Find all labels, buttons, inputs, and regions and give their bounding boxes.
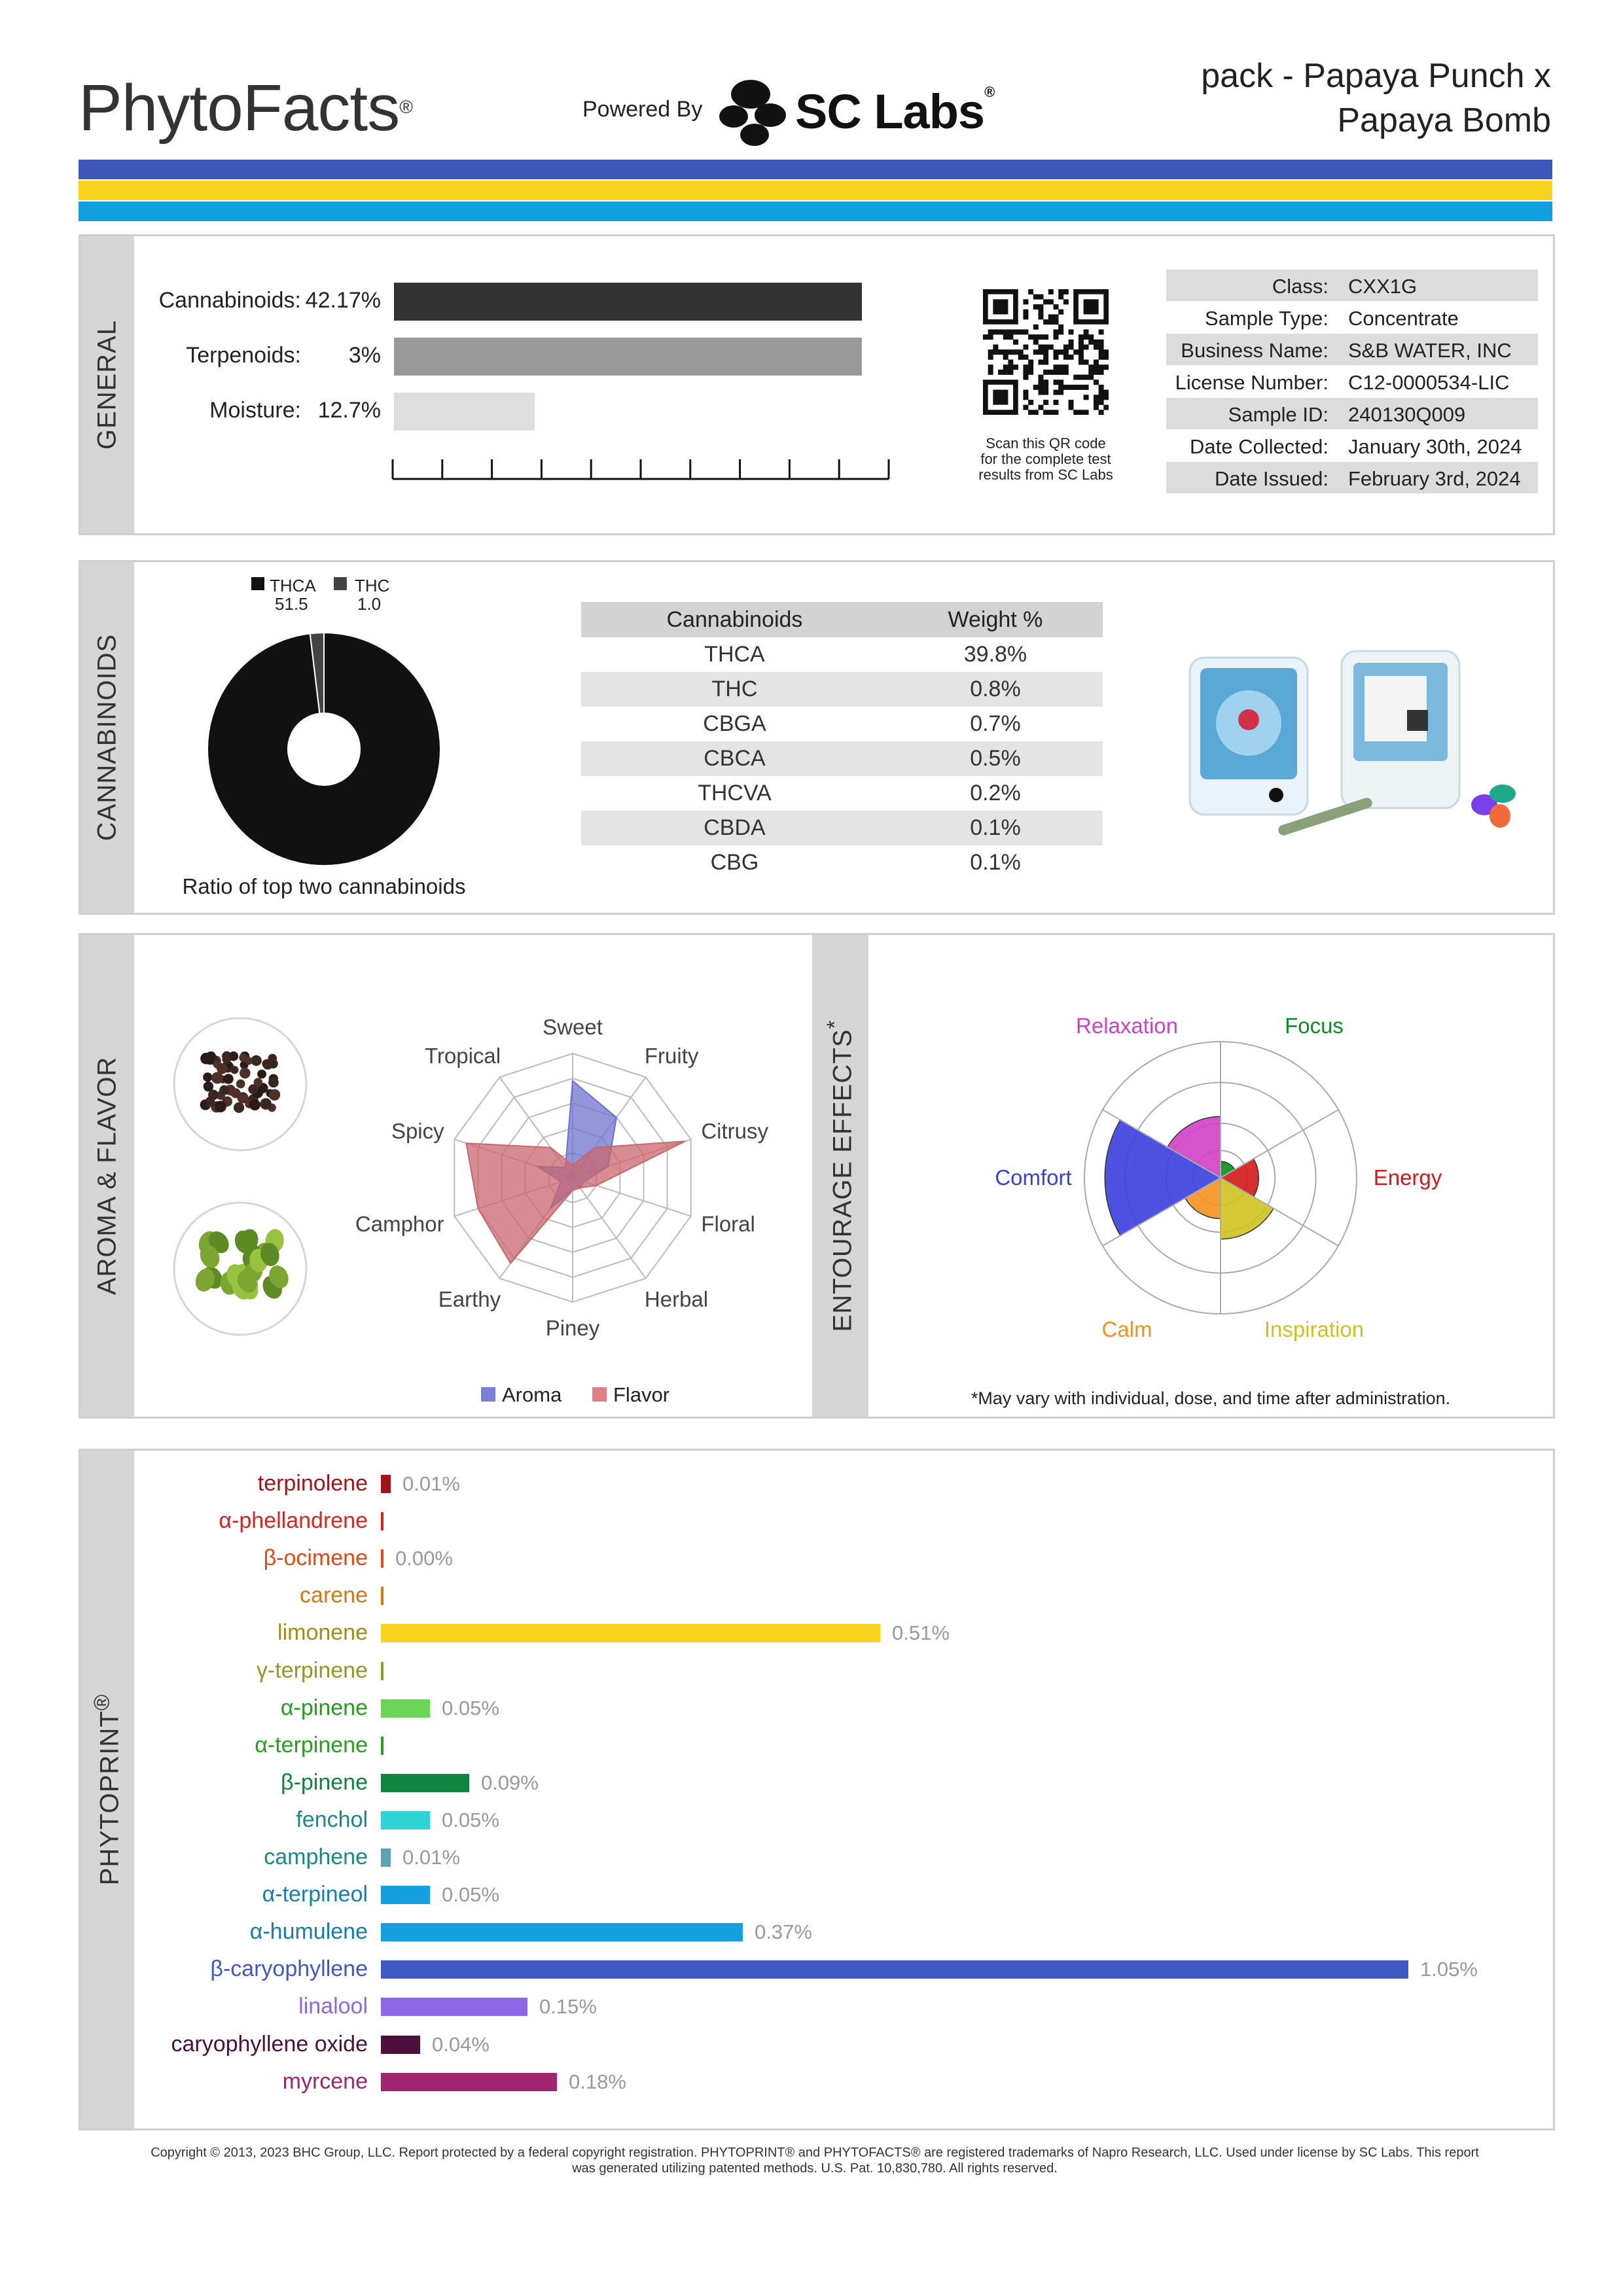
info-key: Date Collected: <box>1190 435 1329 458</box>
aroma-sidebar <box>80 935 134 1417</box>
terpene-label: β-pinene <box>281 1769 368 1795</box>
entourage-note: *May vary with individual, dose, and time after administration. <box>971 1388 1451 1408</box>
terpene-bar <box>381 1587 383 1605</box>
cannabinoid-name: THC <box>581 672 888 707</box>
info-value: S&B WATER, INC <box>1348 339 1512 362</box>
info-value: 240130Q009 <box>1348 403 1466 426</box>
terpene-label: camphene <box>264 1845 368 1869</box>
bar-label-1: Terpenoids: <box>186 343 301 368</box>
radar-axis-label: Sweet <box>543 1015 603 1039</box>
terpene-label: carene <box>300 1583 368 1608</box>
terpene-label: linalool <box>298 1994 368 2019</box>
product-name-line1: pack - Papaya Punch x <box>1201 57 1551 95</box>
cannabinoid-weight: 0.8% <box>888 672 1103 707</box>
entourage-effects-chart <box>890 981 1544 1348</box>
terpene-value: 0.01% <box>402 1846 460 1869</box>
terpene-value: 0.15% <box>539 1995 597 2019</box>
cannabinoid-weight: 0.5% <box>888 741 1103 776</box>
radar-axis-label: Fruity <box>644 1043 699 1068</box>
info-key: Date Issued: <box>1214 467 1329 490</box>
general-sidebar <box>80 236 134 533</box>
terpene-bar <box>381 1998 527 2016</box>
footer-line2: was generated utilizing patented methods. U.S. Pat. 10,830,780. All rights reserved. <box>572 2161 1058 2176</box>
terpene-bar <box>381 1848 391 1867</box>
phytoprint-label-text: PHYTOPRINT <box>95 1710 124 1886</box>
radar-axis-label: Piney <box>545 1316 600 1340</box>
terpene-bar <box>381 1699 430 1718</box>
table-row <box>581 845 1103 880</box>
info-value: January 30th, 2024 <box>1348 435 1522 458</box>
entourage-label-mark: * <box>823 1019 847 1029</box>
terpene-bar <box>381 2073 557 2091</box>
footer-line1: Copyright © 2013, 2023 BHC Group, LLC. Report protected by a federal copyright registration. PHYTOPRINT® and PHYTOFACTS® are registered trademarks of Napro Research, LLC. Used under license by SC Labs. This report <box>151 2146 1479 2160</box>
stripe-yellow <box>79 181 1552 200</box>
qr-caption <box>949 436 1143 483</box>
powered-by-text: Powered By <box>582 97 703 122</box>
brand-name: PhytoFacts <box>79 71 400 145</box>
aroma-radar-chart <box>327 981 798 1354</box>
table-row <box>581 637 1103 672</box>
radar-axis-label: Floral <box>701 1212 755 1237</box>
effect-label-calm: Calm <box>1101 1317 1152 1342</box>
legend-label-thc: THC <box>355 576 390 595</box>
table-row <box>581 776 1103 811</box>
terpene-value: 0.05% <box>442 1808 499 1831</box>
cannabinoids-label: CANNABINOIDS <box>92 633 122 841</box>
entourage-label <box>823 1020 857 1332</box>
terpene-label: α-terpineol <box>262 1882 368 1907</box>
terpene-label: fenchol <box>296 1807 368 1832</box>
ratio-donut-chart <box>203 628 445 870</box>
general-label: GENERAL <box>92 319 122 450</box>
terpene-value: 1.05% <box>1420 1958 1478 1981</box>
terpene-label: γ-terpinene <box>256 1657 368 1683</box>
radar-axis-label: Camphor <box>355 1212 444 1237</box>
info-row <box>1166 366 1538 397</box>
info-key: License Number: <box>1175 371 1329 394</box>
terpene-label: caryophyllene oxide <box>171 2031 368 2057</box>
table-row <box>581 707 1103 741</box>
terpene-label: terpinolene <box>257 1471 368 1496</box>
info-key: Sample ID: <box>1228 403 1329 426</box>
cannabinoid-table <box>581 602 1103 880</box>
terpene-value: 0.01% <box>402 1472 460 1495</box>
terpene-bar <box>381 1774 469 1792</box>
info-value: Concentrate <box>1348 307 1459 330</box>
info-key: Class: <box>1272 275 1329 298</box>
terpene-value: 0.05% <box>442 1696 499 1720</box>
brand-logo <box>79 71 412 146</box>
sc-labs-logo-icon <box>717 79 789 147</box>
info-value: February 3rd, 2024 <box>1348 467 1521 490</box>
effect-label-focus: Focus <box>1285 1013 1344 1038</box>
terpene-bar <box>381 1737 383 1755</box>
terpene-label: α-humulene <box>249 1919 368 1945</box>
terpene-value: 0.00% <box>395 1547 453 1570</box>
terpene-label: β-caryophyllene <box>210 1956 368 1982</box>
cannabinoid-weight: 39.8% <box>963 642 1027 667</box>
table-row <box>581 741 1103 776</box>
bar-value-1: 3% <box>348 343 381 368</box>
cannabinoid-weight: 0.2% <box>970 781 1021 805</box>
info-row <box>1166 334 1538 365</box>
terpene-bar <box>381 1811 430 1829</box>
terpene-label: α-terpinene <box>255 1732 368 1757</box>
legend-label-flavor: Flavor <box>613 1383 670 1406</box>
terpene-value: 0.37% <box>755 1920 812 1944</box>
effect-label-relaxation: Relaxation <box>1076 1013 1178 1038</box>
terpene-label: limonene <box>277 1620 368 1646</box>
cannabinoid-name: CBCA <box>581 741 888 776</box>
effect-label-comfort: Comfort <box>995 1165 1072 1190</box>
bar-value-0: 42.17% <box>305 288 381 313</box>
terpene-value: 0.04% <box>432 2032 490 2056</box>
bar-label-0: Cannabinoids: <box>158 288 301 313</box>
terpene-value: 0.51% <box>892 1621 950 1645</box>
radar-axis-label: Spicy <box>391 1118 444 1143</box>
stripe-cyan <box>79 202 1552 221</box>
cannabinoid-name: THCA <box>704 642 765 667</box>
effect-label-inspiration: Inspiration <box>1264 1317 1364 1342</box>
terpene-bar <box>381 1662 383 1680</box>
terpene-bar <box>381 1549 383 1568</box>
radar-axis-label: Citrusy <box>701 1118 769 1143</box>
terpene-label: α-phellandrene <box>219 1508 368 1534</box>
terpene-bar <box>381 1624 880 1642</box>
cannabinoids-sidebar <box>80 562 134 913</box>
cannabinoid-weight: 0.1% <box>888 811 1103 845</box>
cannabinoid-name: CBG <box>710 850 759 875</box>
aroma-label: AROMA & FLAVOR <box>92 1056 122 1296</box>
terpene-label: α-pinene <box>280 1695 368 1720</box>
cannabinoid-name: CBGA <box>703 711 766 736</box>
terpene-bar <box>381 1512 383 1530</box>
table-header-weight: Weight % <box>888 602 1103 637</box>
general-bar-1 <box>394 338 862 376</box>
general-scale-ruler <box>386 451 897 484</box>
bar-label-2: Moisture: <box>209 398 301 423</box>
legend-label-aroma: Aroma <box>502 1383 562 1406</box>
legend-swatch-flavor <box>592 1387 607 1402</box>
qr-caption-line1: Scan this QR code <box>986 435 1106 451</box>
bar-value-2: 12.7% <box>317 398 381 423</box>
copyright-footer <box>79 2145 1551 2176</box>
table-row <box>581 811 1103 845</box>
info-key: Business Name: <box>1181 339 1329 362</box>
radar-axis-label: Tropical <box>424 1043 501 1068</box>
aroma-legend <box>481 1383 704 1409</box>
product-photo <box>1178 645 1525 854</box>
hops-aroma-image <box>171 1200 309 1337</box>
phytoprint-sidebar <box>80 1451 134 2128</box>
stripe-blue <box>79 160 1552 179</box>
ratio-legend <box>251 576 402 615</box>
terpene-label: myrcene <box>282 2068 368 2094</box>
product-name <box>1027 54 1551 143</box>
terpene-bar <box>381 1475 391 1493</box>
table-header-cannabinoid: Cannabinoids <box>581 602 888 637</box>
cannabinoid-weight: 0.7% <box>970 711 1021 736</box>
sc-labs-name <box>795 84 994 139</box>
terpene-value: 0.05% <box>442 1883 499 1907</box>
info-row <box>1166 430 1538 461</box>
info-row <box>1166 462 1538 493</box>
cannabinoid-weight: 0.1% <box>970 850 1021 875</box>
info-key: Sample Type: <box>1205 307 1329 330</box>
info-row <box>1166 398 1538 429</box>
info-row <box>1166 302 1538 333</box>
cannabinoid-name: THCVA <box>698 781 772 805</box>
legend-label-thca: THCA <box>270 576 316 595</box>
info-value: C12-0000534-LIC <box>1348 371 1510 394</box>
radar-axis-label: Herbal <box>644 1287 709 1312</box>
effect-label-energy: Energy <box>1373 1165 1442 1190</box>
legend-swatch-aroma <box>481 1387 495 1402</box>
radar-axis-label: Earthy <box>438 1287 501 1312</box>
legend-value-thc: 1.0 <box>357 594 382 614</box>
table-row <box>581 672 1103 707</box>
entourage-label-text: ENTOURAGE EFFECTS <box>828 1029 857 1332</box>
cannabinoid-name: CBDA <box>581 811 888 845</box>
ratio-caption: Ratio of top two cannabinoids <box>182 874 466 898</box>
pepper-aroma-image <box>171 1016 309 1153</box>
entourage-sidebar <box>812 935 868 1417</box>
phytoprint-label <box>90 1694 124 1886</box>
info-row <box>1166 270 1538 301</box>
terpene-label: β-ocimene <box>263 1545 368 1571</box>
terpene-value: 0.18% <box>569 2070 626 2093</box>
brand-trademark: ® <box>399 97 412 117</box>
qr-caption-line2: for the complete test <box>980 451 1111 467</box>
lab-trademark: ® <box>984 84 995 100</box>
qr-code[interactable] <box>983 289 1109 415</box>
legend-swatch-thc <box>334 577 347 590</box>
qr-caption-line3: results from SC Labs <box>978 467 1113 483</box>
legend-value-thca: 51.5 <box>275 594 308 614</box>
general-bar-2 <box>394 393 535 431</box>
lab-name: SC Labs <box>795 84 985 139</box>
terpene-bar <box>381 2036 420 2054</box>
legend-swatch-thca <box>251 577 264 590</box>
terpene-value: 0.09% <box>481 1771 539 1794</box>
product-name-line2: Papaya Bomb <box>1337 101 1551 139</box>
phytoprint-label-mark: ® <box>90 1693 115 1711</box>
terpene-bar <box>381 1923 743 1941</box>
general-bar-0 <box>394 283 862 321</box>
info-value: CXX1G <box>1348 275 1418 298</box>
terpene-bar <box>381 1886 430 1904</box>
terpene-bar <box>381 1960 1408 1979</box>
